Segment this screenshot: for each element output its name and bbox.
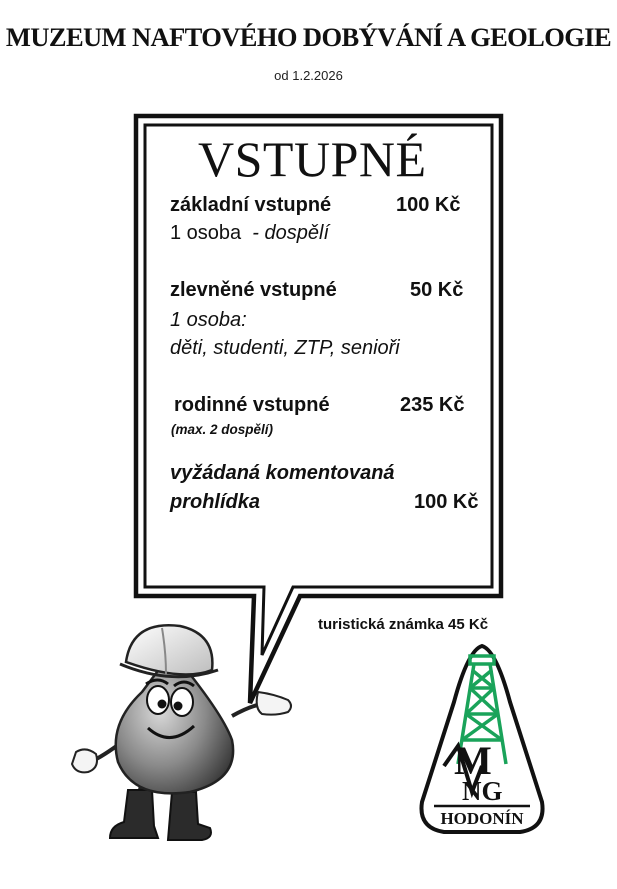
reduced-admission-price: 50 Kč — [410, 279, 464, 301]
guided-tour-label-line1: vyžádaná komentovaná — [170, 462, 395, 484]
logo-monogram-ng: NG — [462, 776, 503, 806]
basic-note-adults: - dospělí — [252, 222, 330, 244]
family-admission-note: (max. 2 dospělí) — [171, 422, 274, 437]
basic-note-persons: 1 osoba — [170, 222, 242, 244]
family-admission-price: 235 Kč — [400, 394, 465, 416]
logo-monogram-m: M — [454, 738, 492, 783]
museum-title: MUZEUM NAFTOVÉHO DOBÝVÁNÍ A GEOLOGIE — [5, 22, 612, 52]
guided-tour-label-line2: prohlídka — [170, 491, 261, 513]
basic-admission-price: 100 Kč — [396, 194, 461, 216]
basic-admission-note — [170, 222, 329, 245]
reduced-note-persons: 1 osoba: — [170, 309, 247, 331]
derrick-tower-logo-icon — [414, 642, 550, 836]
reduced-note-groups: děti, studenti, ZTP, senioři — [170, 337, 400, 359]
logo-city: HODONÍN — [440, 809, 524, 828]
reduced-admission-label: zlevněné vstupné — [170, 279, 337, 301]
basic-admission-label: základní vstupné — [170, 194, 332, 216]
oil-drop-mascot-icon — [62, 612, 302, 852]
family-admission-label: rodinné vstupné — [174, 394, 330, 416]
admission-heading: VSTUPNÉ — [198, 131, 427, 187]
guided-tour-price: 100 Kč — [414, 491, 479, 513]
valid-from-date: od 1.2.2026 — [274, 68, 343, 83]
tourist-stamp-price: turistická známka 45 Kč — [318, 616, 489, 633]
